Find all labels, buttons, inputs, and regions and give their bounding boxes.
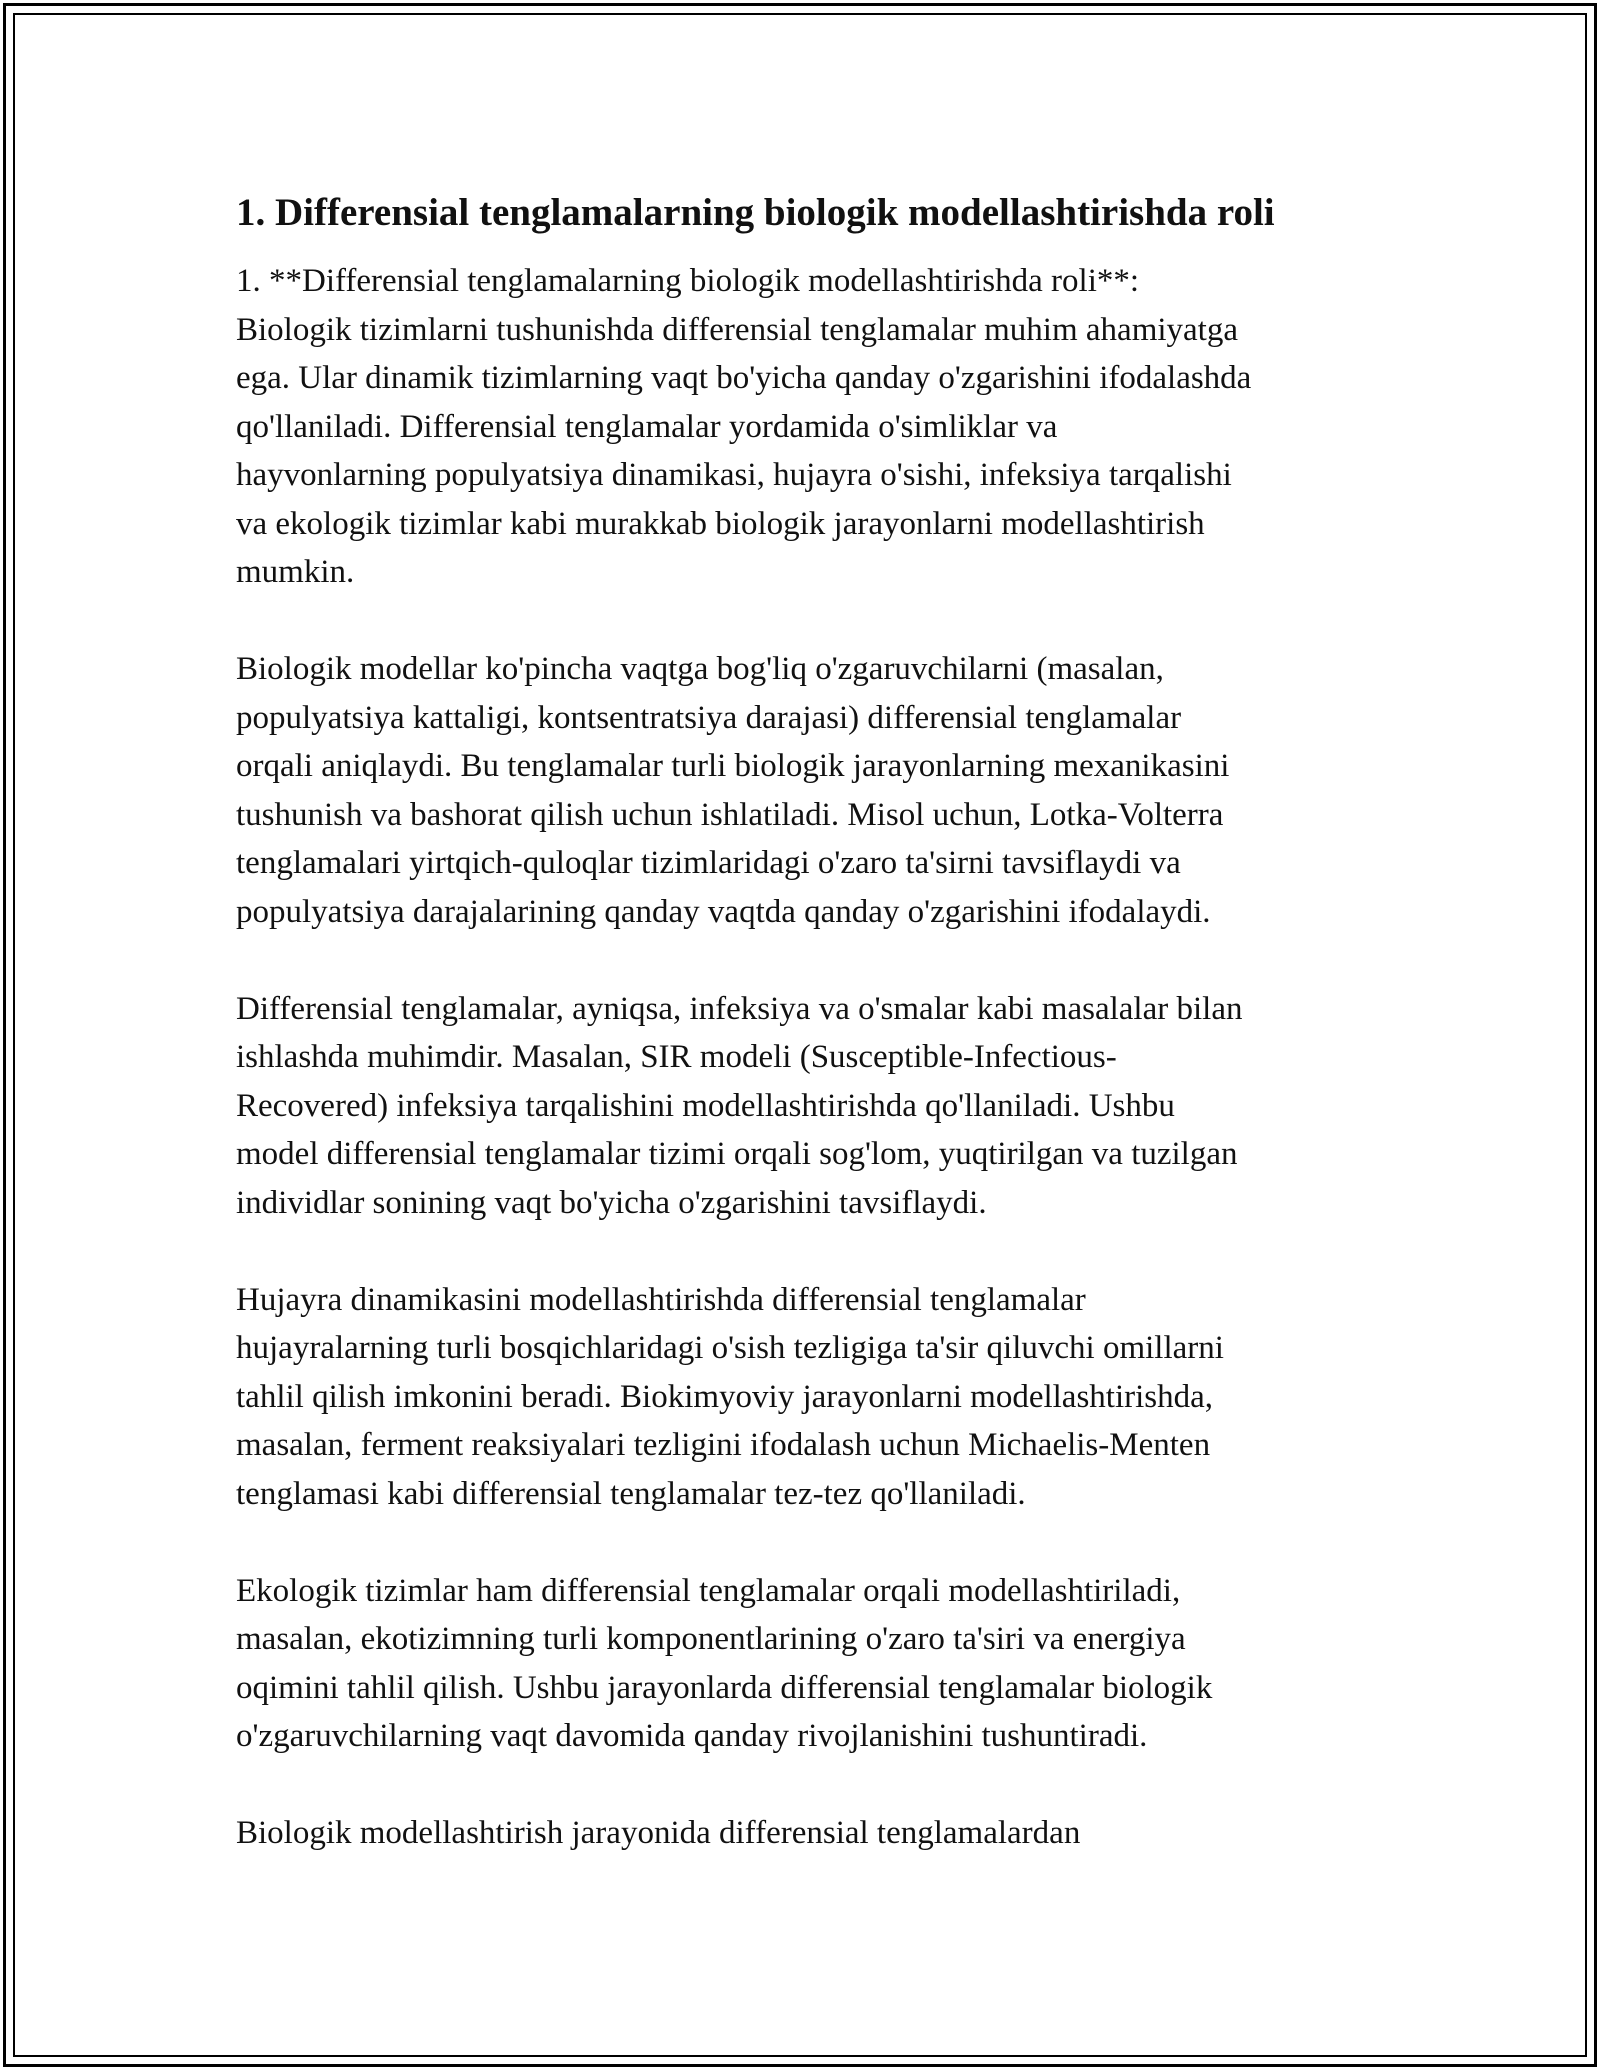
- text-line: populyatsiya darajalarining qanday vaqtda qanday o'zgarishini ifodalaydi.: [236, 893, 1211, 930]
- text-line: Biologik tizimlarni tushunishda differensial tenglamalar muhim ahamiyatga: [236, 311, 1238, 348]
- text-line: Recovered) infeksiya tarqalishini modellashtirishda qo'llaniladi. Ushbu: [236, 1087, 1175, 1124]
- text-line: populyatsiya kattaligi, kontsentratsiya darajasi) differensial tenglamalar: [236, 699, 1182, 736]
- text-line: Differensial tenglamalar, ayniqsa, infeksiya va o'smalar kabi masalalar bilan: [236, 990, 1243, 1027]
- paragraph-2: [236, 645, 1366, 936]
- text-line: tenglamasi kabi differensial tenglamalar tez-tez qo'llaniladi.: [236, 1475, 1026, 1512]
- text-line: o'zgaruvchilarning vaqt davomida qanday rivojlanishini tushuntiradi.: [236, 1718, 1148, 1754]
- paragraph-4: [236, 1276, 1366, 1519]
- paragraph-1: [236, 257, 1366, 597]
- text-line: tahlil qilish imkonini beradi. Biokimyoviy jarayonlarni modellashtirishda,: [236, 1378, 1214, 1415]
- text-line: masalan, ferment reaksiyalari tezligini ifodalash uchun Michaelis-Menten: [236, 1427, 1211, 1463]
- text-line: qo'llaniladi. Differensial tenglamalar yordamida o'simliklar va: [236, 408, 1058, 445]
- text-line: masalan, ekotizimning turli komponentlarining o'zaro ta'siri va energiya: [236, 1621, 1186, 1657]
- paragraph-3: [236, 985, 1366, 1228]
- text-line: individlar sonining vaqt bo'yicha o'zgarishini tavsiflaydi.: [236, 1184, 987, 1221]
- paragraph-5: [236, 1567, 1366, 1761]
- paragraph-6: [236, 1809, 1366, 1858]
- section-heading: 1. Differensial tenglamalarning biologik modellashtirishda roli: [236, 191, 1275, 234]
- text-line: va ekologik tizimlar kabi murakkab biologik jarayonlarni modellashtirish: [236, 505, 1205, 542]
- text-line: orqali aniqlaydi. Bu tenglamalar turli biologik jarayonlarning mexanikasini: [236, 748, 1230, 784]
- text-line: model differensial tenglamalar tizimi orqali sog'lom, yuqtirilgan va tuzilgan: [236, 1136, 1238, 1172]
- document-body: [236, 183, 1366, 1906]
- text-line: mumkin.: [236, 554, 355, 590]
- text-line: hujayralarning turli bosqichlaridagi o'sish tezligiga ta'sir qiluvchi omillarni: [236, 1330, 1224, 1366]
- text-line: 1. **Differensial tenglamalarning biologik modellashtirishda roli**:: [236, 263, 1140, 299]
- text-line: oqimini tahlil qilish. Ushbu jarayonlarda differensial tenglamalar biologik: [236, 1669, 1213, 1706]
- text-line: Hujayra dinamikasini modellashtirishda differensial tenglamalar: [236, 1281, 1086, 1318]
- text-line: Biologik modellashtirish jarayonida differensial tenglamalardan: [236, 1815, 1081, 1851]
- text-line: hayvonlarning populyatsiya dinamikasi, hujayra o'sishi, infeksiya tarqalishi: [236, 457, 1232, 493]
- text-line: Biologik modellar ko'pincha vaqtga bog'liq o'zgaruvchilarni (masalan,: [236, 651, 1164, 687]
- text-line: tenglamalari yirtqich-quloqlar tizimlaridagi o'zaro ta'sirni tavsiflaydi va: [236, 845, 1181, 881]
- text-line: ishlashda muhimdir. Masalan, SIR modeli (Susceptible-Infectious-: [236, 1039, 1117, 1075]
- text-line: tushunish va bashorat qilish uchun ishlatiladi. Misol uchun, Lotka-Volterra: [236, 796, 1224, 833]
- text-line: ega. Ular dinamik tizimlarning vaqt bo'yicha qanday o'zgarishini ifodalashda: [236, 360, 1252, 396]
- text-line: Ekologik tizimlar ham differensial tenglamalar orqali modellashtiriladi,: [236, 1572, 1181, 1609]
